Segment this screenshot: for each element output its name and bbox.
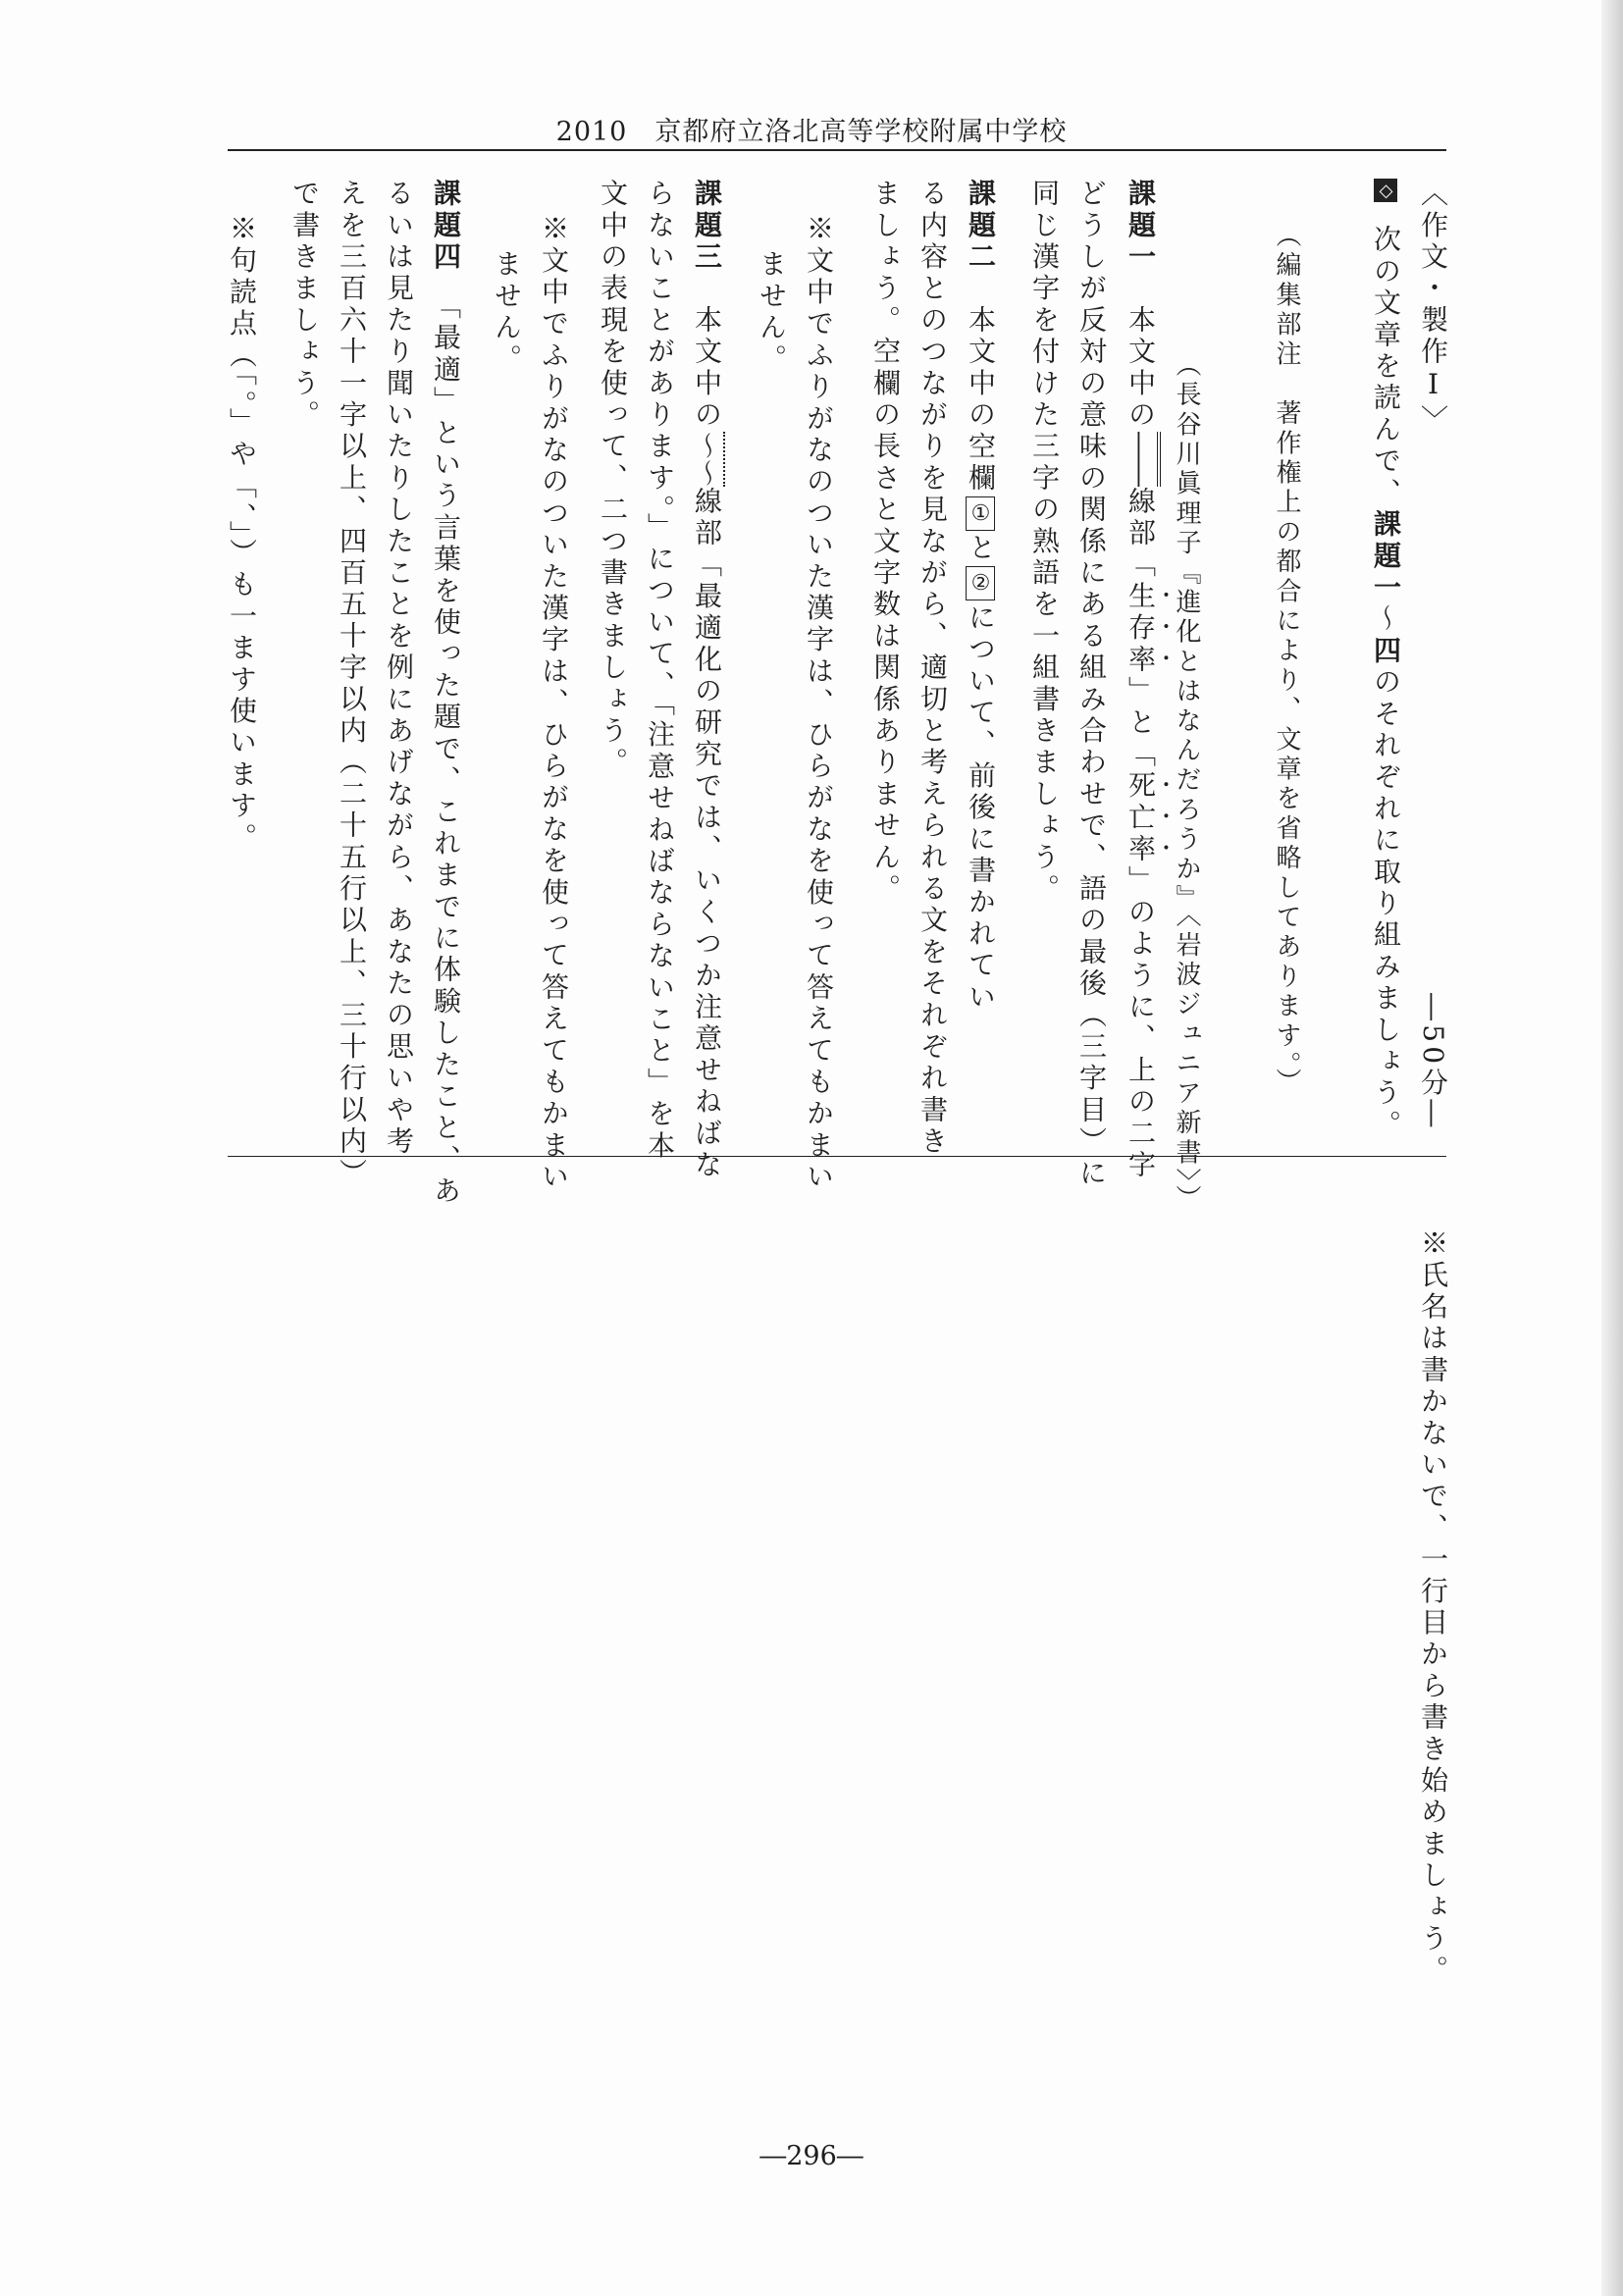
instruction-text-b: ～ [1370,603,1402,636]
editor-note-column [1274,222,1299,1098]
task1-text-line2: どうしが反対の意味の関係にある組み合わせで、語の最後（三字目）に [1075,179,1108,1190]
page-header: 2010 京都府立洛北高等学校附属中学校 [555,117,1068,147]
task3-note-text2: ません。 [491,249,523,376]
section-divider [228,1156,1446,1157]
wavy-underline-mark: ～～ [691,431,723,487]
time-limit: ―50分― [1417,993,1449,1131]
task2-line1 [966,179,995,1014]
diamond-icon: ◇ [1376,180,1396,201]
blank-box-1: ① [966,496,995,531]
task3-text-b: 線部「最適化の研究では、いくつか注意せねばな [691,486,723,1182]
task1-text-d: 」のように、上の二字 [1125,865,1157,1182]
task2-text-c: について、前後に書かれてい [965,602,997,1014]
page-number: ―296― [759,2141,864,2171]
blank-box-2: ② [966,566,995,600]
task3-note-line1 [538,214,570,1194]
task3-heading: 課題三 [691,179,723,274]
scan-edge-shadow [1601,0,1623,2296]
editor-note: （編集部注 著作権上の都合により、文章を省略してあります。） [1272,222,1301,1098]
answer-note-column [1417,1228,1449,1987]
task4-line1 [430,179,462,1208]
task2-note-text2: ません。 [756,249,788,376]
task1-word-survival: 生存率 [1125,581,1157,676]
task2-note-line1 [803,214,835,1194]
task2-note-line2 [756,249,788,376]
source-column [1174,351,1199,1215]
task4-note-line [226,214,258,855]
instruction-bold-b: 四 [1370,635,1402,667]
task4-line2 [383,179,415,1159]
section-label: 〈作文・製作Ⅰ〉 [1417,179,1449,437]
task3-text-line3: 文中の表現を使って、二つ書きましょう。 [597,179,629,779]
task4-line4 [288,179,321,432]
time-limit-column [1417,993,1449,1131]
task1-text-line3: 同じ漢字を付けた三字の熟語を一組書きましょう。 [1028,179,1061,906]
task1-line2 [1075,179,1108,1190]
task2-text-b: と [965,533,997,565]
task4-heading: 課題四 [430,179,462,274]
task3-text-line2: らないことがあります。」について、「注意せねばならないこと」を本 [644,179,676,1163]
task3-line3 [597,179,629,779]
instruction-column [1370,179,1402,1141]
task3-note-text1: ※文中でふりがなのついた漢字は、ひらがなを使って答えてもかまい [538,214,570,1194]
task4-text-line3: えを三百六十一字以上、四百五十字以内（二十五行以上、三十行以内） [336,179,368,1190]
task3-line2 [644,179,676,1163]
task4-text-line2: るいは見たり聞いたりしたことを例にあげながら、あなたの思いや考 [383,179,415,1159]
double-underline-mark: ―― [1125,432,1161,487]
task1-word-mortality: 死亡率 [1125,770,1157,866]
task4-note-text: ※句読点（「。」や「、」）も一ます使います。 [226,214,258,855]
instruction-text-a: 次の文章を読んで、 [1370,225,1402,509]
task3-note-line2 [491,249,523,376]
task1-text-b: 線部「 [1125,486,1157,582]
task2-text-line3: ましょう。空欄の長さと文字数は関係ありません。 [869,179,902,906]
task3-line1 [691,179,723,1182]
instruction-text-c: のそれぞれに取り組みましょう。 [1370,666,1402,1141]
task4-line3 [336,179,368,1190]
task2-line2 [916,179,949,1159]
task1-heading: 課題一 [1125,179,1157,274]
task1-line1 [1125,179,1173,1181]
task1-line3 [1028,179,1061,906]
task4-text-line1: 「最適」という言葉を使った題で、これまでに体験したこと、あ [430,304,462,1208]
header-rule [228,149,1446,151]
task1-text-c: 」と「 [1125,675,1157,771]
instruction-bold-a: 課題一 [1370,508,1402,604]
task2-text-line2: る内容とのつながりを見ながら、適切と考えられる文をそれぞれ書き [916,179,949,1159]
task2-note-text1: ※文中でふりがなのついた漢字は、ひらがなを使って答えてもかまい [803,214,835,1194]
task2-heading: 課題二 [965,179,997,274]
task2-line3 [869,179,902,906]
task3-text-a: 本文中の [691,304,723,432]
task2-text-a: 本文中の空欄 [965,304,997,496]
answer-note: ※氏名は書かないで、一行目から書き始めましょう。 [1417,1228,1449,1987]
task4-text-line4: で書きましょう。 [288,179,321,432]
source-citation: （長谷川眞理子『進化とはなんだろうか』〈岩波ジュニア新書〉） [1172,351,1201,1215]
task1-text-a: 本文中の [1125,304,1157,432]
section-label-column [1417,179,1449,437]
